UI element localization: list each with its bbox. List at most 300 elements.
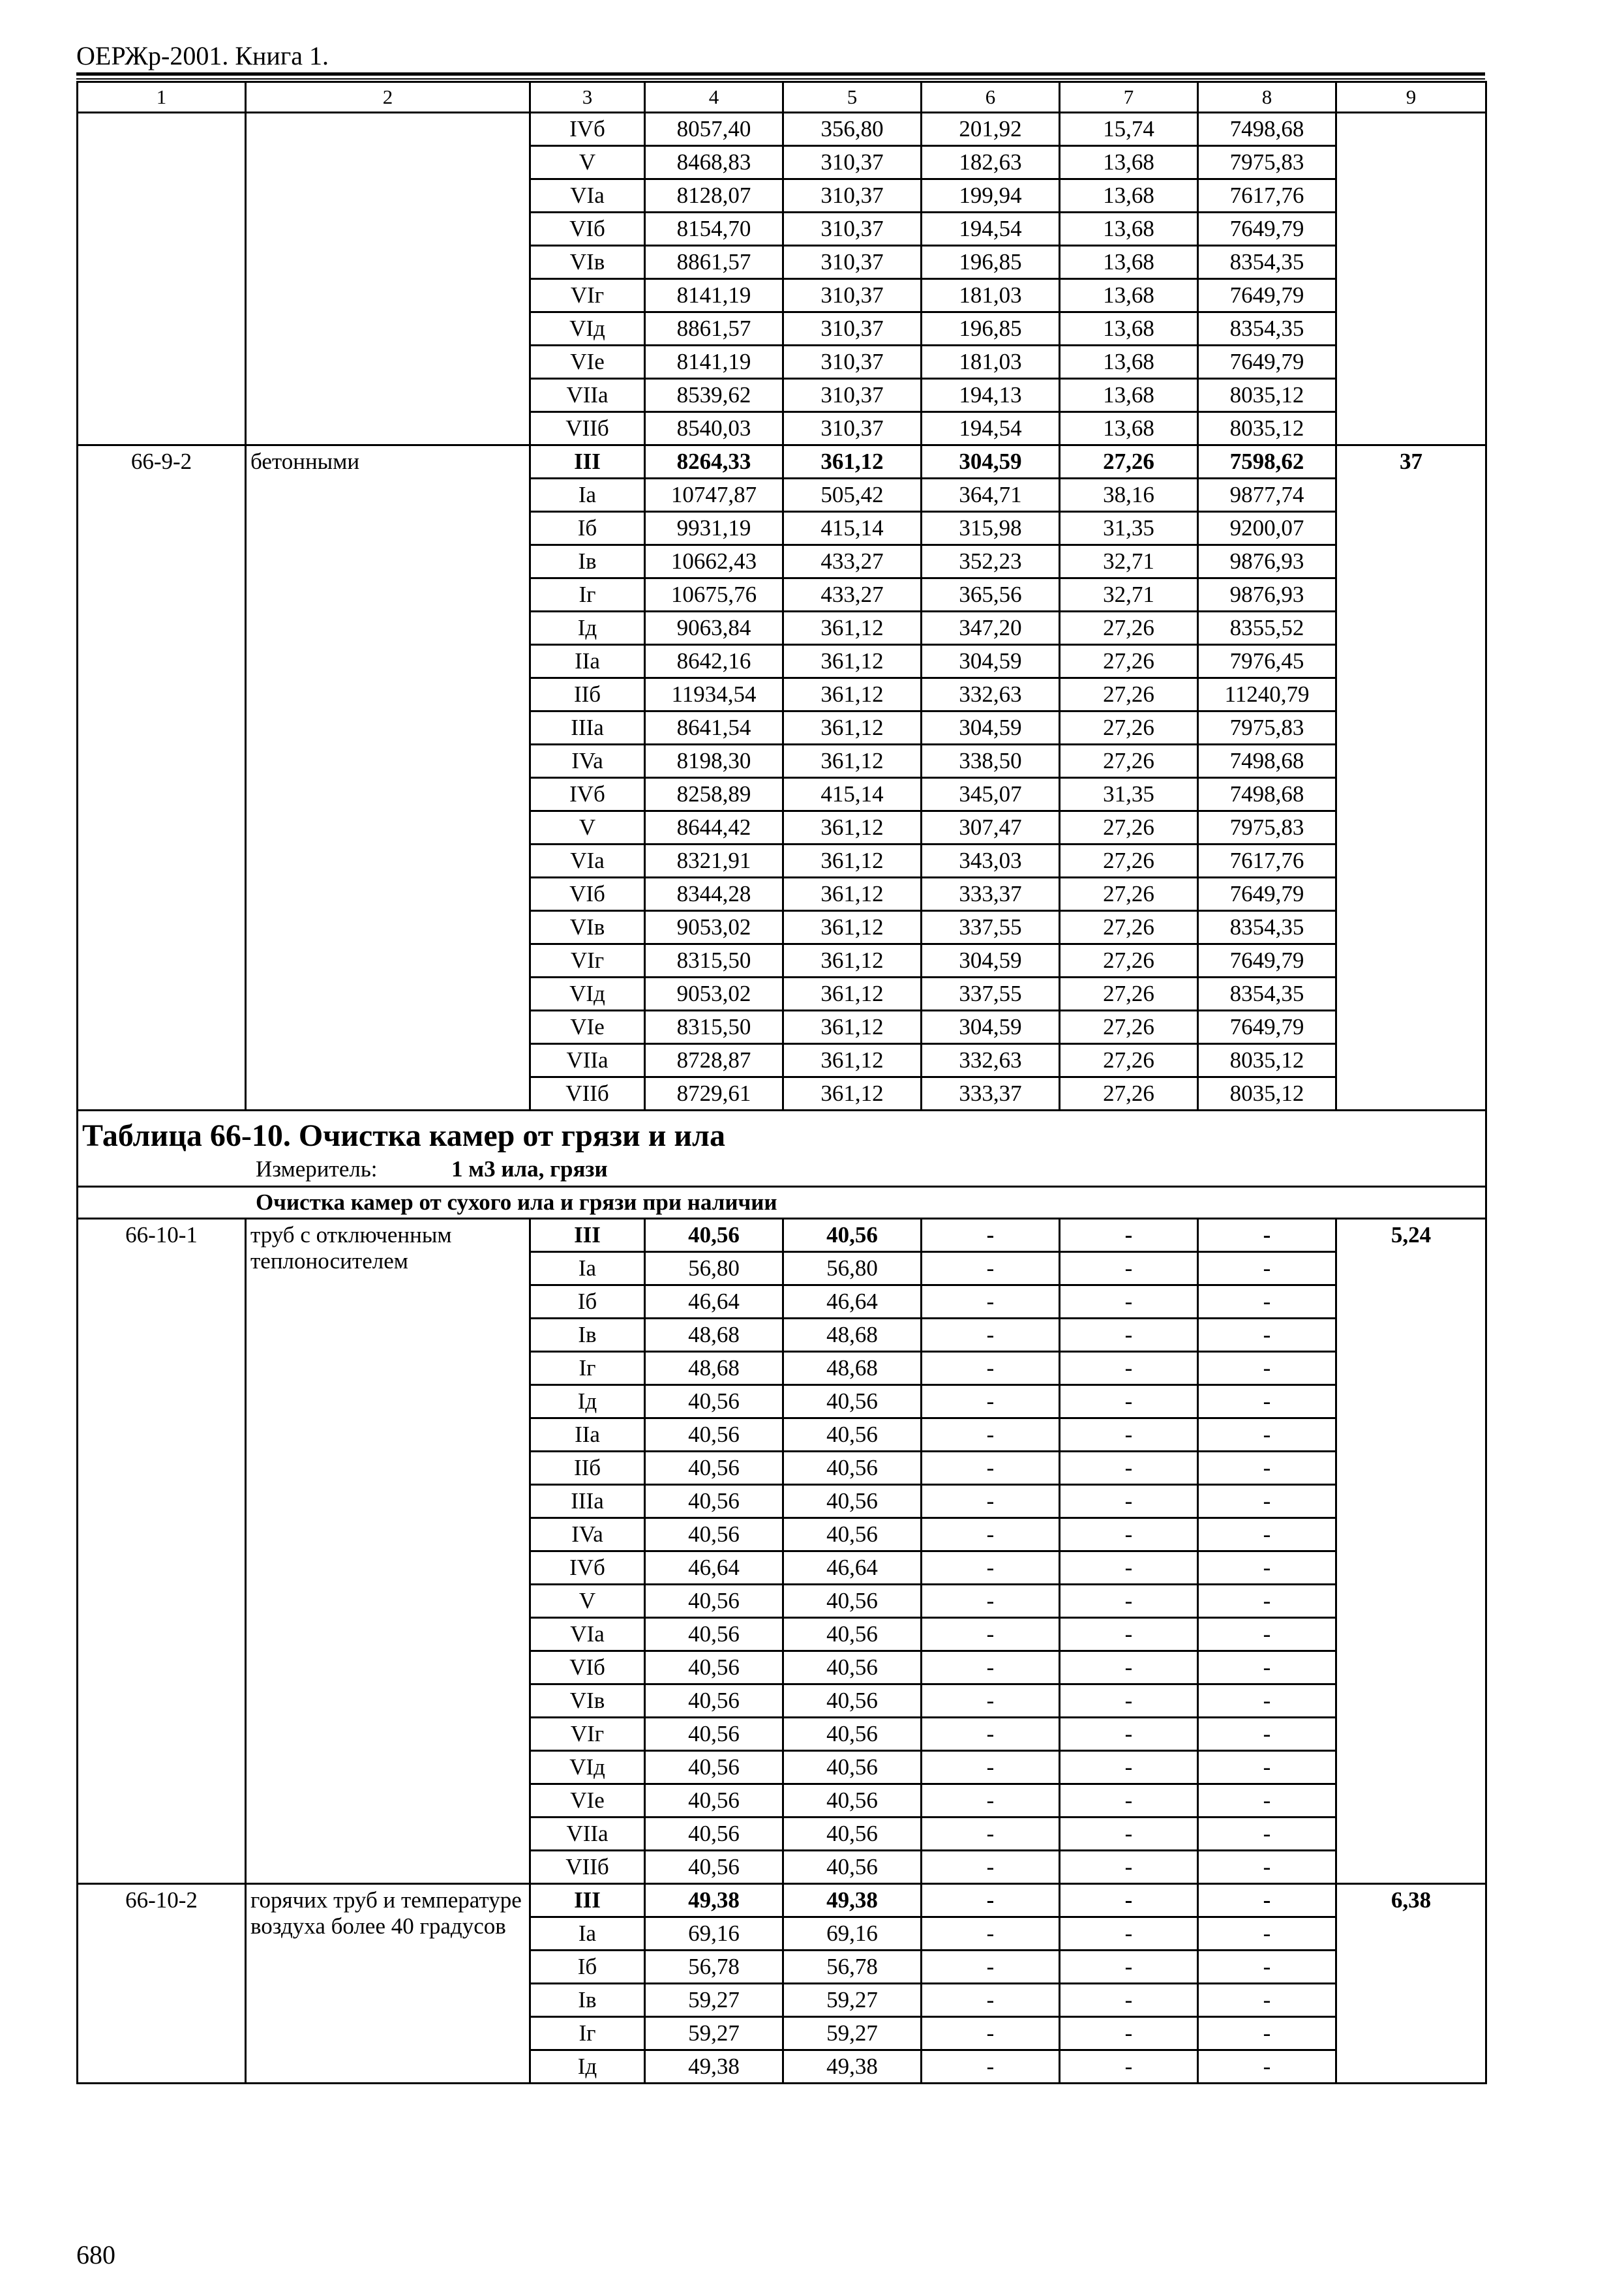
value-cell: 304,59 xyxy=(922,645,1060,678)
value-cell: - xyxy=(1060,1219,1198,1252)
zone-cell: Iг xyxy=(530,578,645,612)
section-subheader: Очистка камер от сухого ила и грязи при наличии xyxy=(78,1187,1486,1219)
value-cell: 310,37 xyxy=(783,379,922,412)
value-cell: 182,63 xyxy=(922,146,1060,179)
value-cell: 304,59 xyxy=(922,445,1060,479)
column-number: 3 xyxy=(530,82,645,113)
value-cell: 7649,79 xyxy=(1198,279,1336,312)
zone-cell: VIa xyxy=(530,179,645,213)
value-cell: 337,55 xyxy=(922,978,1060,1011)
value-cell: - xyxy=(1060,1418,1198,1452)
value-cell: - xyxy=(1198,1219,1336,1252)
value-cell: - xyxy=(1060,1684,1198,1718)
section-title: Таблица 66-10. Очистка камер от грязи и ила xyxy=(82,1118,725,1153)
value-cell: 7649,79 xyxy=(1198,346,1336,379)
value-cell: - xyxy=(922,1551,1060,1585)
value-cell: 10675,76 xyxy=(645,578,783,612)
zone-cell: VIIб xyxy=(530,1077,645,1111)
zone-cell: IVa xyxy=(530,1518,645,1551)
value-cell: 361,12 xyxy=(783,1044,922,1077)
value-cell: - xyxy=(1060,1784,1198,1818)
value-cell: - xyxy=(922,1452,1060,1485)
value-cell: 40,56 xyxy=(645,1784,783,1818)
subheader-row xyxy=(78,1187,1486,1219)
value-cell: - xyxy=(1198,1551,1336,1585)
zone-cell: VIд xyxy=(530,312,645,346)
value-cell: 194,54 xyxy=(922,412,1060,445)
zone-cell: Iд xyxy=(530,1385,645,1418)
continuation-norm-cell xyxy=(1336,113,1486,445)
zone-cell: III xyxy=(530,1219,645,1252)
value-cell: 8540,03 xyxy=(645,412,783,445)
value-cell: 40,56 xyxy=(783,1485,922,1518)
zone-cell: Ia xyxy=(530,479,645,512)
value-cell: 8315,50 xyxy=(645,1011,783,1044)
zone-cell: Iв xyxy=(530,545,645,578)
value-cell: - xyxy=(922,1518,1060,1551)
value-cell: 27,26 xyxy=(1060,878,1198,911)
value-cell: - xyxy=(1198,1984,1336,2017)
value-cell: 7976,45 xyxy=(1198,645,1336,678)
value-cell: - xyxy=(1198,1651,1336,1684)
value-cell: 310,37 xyxy=(783,412,922,445)
value-cell: 46,64 xyxy=(645,1285,783,1319)
value-cell: 361,12 xyxy=(783,978,922,1011)
value-cell: 307,47 xyxy=(922,811,1060,845)
value-cell: 361,12 xyxy=(783,811,922,845)
zone-cell: VIe xyxy=(530,1011,645,1044)
value-cell: 7649,79 xyxy=(1198,878,1336,911)
labor-norm: 6,38 xyxy=(1336,1884,1486,2084)
value-cell: - xyxy=(922,2050,1060,2084)
value-cell: - xyxy=(1060,1651,1198,1684)
value-cell: 7649,79 xyxy=(1198,213,1336,246)
value-cell: - xyxy=(1198,1585,1336,1618)
value-cell: - xyxy=(922,1585,1060,1618)
zone-cell: III xyxy=(530,445,645,479)
value-cell: 8035,12 xyxy=(1198,1044,1336,1077)
value-cell: - xyxy=(1198,1784,1336,1818)
value-cell: - xyxy=(1060,1585,1198,1618)
value-cell: 181,03 xyxy=(922,279,1060,312)
zone-cell: VIд xyxy=(530,1751,645,1784)
zone-cell: VIв xyxy=(530,1684,645,1718)
value-cell: 8644,42 xyxy=(645,811,783,845)
zone-cell: IIa xyxy=(530,1418,645,1452)
value-cell: - xyxy=(1060,1285,1198,1319)
zone-cell: Iб xyxy=(530,1285,645,1319)
page-number: 680 xyxy=(76,2240,115,2269)
value-cell: 69,16 xyxy=(645,1917,783,1951)
value-cell: 13,68 xyxy=(1060,179,1198,213)
zone-cell: Iг xyxy=(530,2017,645,2050)
value-cell: - xyxy=(922,1751,1060,1784)
value-cell: 415,14 xyxy=(783,512,922,545)
value-cell: - xyxy=(1198,1252,1336,1285)
value-cell: 361,12 xyxy=(783,645,922,678)
zone-cell: V xyxy=(530,1585,645,1618)
value-cell: - xyxy=(1060,1884,1198,1917)
value-cell: 13,68 xyxy=(1060,146,1198,179)
value-cell: - xyxy=(1198,1718,1336,1751)
value-cell: 8264,33 xyxy=(645,445,783,479)
value-cell: 8035,12 xyxy=(1198,1077,1336,1111)
value-cell: 27,26 xyxy=(1060,811,1198,845)
zone-cell: IIб xyxy=(530,678,645,711)
value-cell: 194,13 xyxy=(922,379,1060,412)
zone-cell: VIe xyxy=(530,1784,645,1818)
value-cell: - xyxy=(922,1917,1060,1951)
value-cell: 7617,76 xyxy=(1198,845,1336,878)
value-cell: 8354,35 xyxy=(1198,978,1336,1011)
page-header: ОЕРЖр-2001. Книга 1. xyxy=(76,41,329,70)
value-cell: 9877,74 xyxy=(1198,479,1336,512)
value-cell: - xyxy=(1198,1684,1336,1718)
value-cell: 333,37 xyxy=(922,878,1060,911)
value-cell: 310,37 xyxy=(783,179,922,213)
zone-cell: IIa xyxy=(530,645,645,678)
header-rule-thin xyxy=(76,78,1485,80)
value-cell: - xyxy=(1060,1452,1198,1485)
zone-cell: VIв xyxy=(530,911,645,944)
value-cell: 8468,83 xyxy=(645,146,783,179)
value-cell: 40,56 xyxy=(783,1518,922,1551)
table-row xyxy=(78,1219,1486,1252)
value-cell: 56,80 xyxy=(645,1252,783,1285)
value-cell: 8728,87 xyxy=(645,1044,783,1077)
value-cell: 8258,89 xyxy=(645,778,783,811)
value-cell: 69,16 xyxy=(783,1917,922,1951)
value-cell: 56,80 xyxy=(783,1252,922,1285)
zone-cell: IVб xyxy=(530,778,645,811)
value-cell: 8315,50 xyxy=(645,944,783,978)
value-cell: - xyxy=(1060,1352,1198,1385)
value-cell: 56,78 xyxy=(645,1951,783,1984)
value-cell: 343,03 xyxy=(922,845,1060,878)
value-cell: 361,12 xyxy=(783,678,922,711)
value-cell: 59,27 xyxy=(645,1984,783,2017)
value-cell: - xyxy=(922,1385,1060,1418)
value-cell: 361,12 xyxy=(783,845,922,878)
zone-cell: VIa xyxy=(530,1618,645,1651)
value-cell: 40,56 xyxy=(783,1585,922,1618)
value-cell: - xyxy=(1060,1485,1198,1518)
value-cell: 40,56 xyxy=(645,1452,783,1485)
value-cell: 13,68 xyxy=(1060,213,1198,246)
value-cell: 7598,62 xyxy=(1198,445,1336,479)
value-cell: 40,56 xyxy=(783,1751,922,1784)
zone-cell: VIIб xyxy=(530,412,645,445)
value-cell: 59,27 xyxy=(783,1984,922,2017)
value-cell: 304,59 xyxy=(922,944,1060,978)
value-cell: 32,71 xyxy=(1060,545,1198,578)
value-cell: 7649,79 xyxy=(1198,1011,1336,1044)
value-cell: - xyxy=(922,1418,1060,1452)
value-cell: 361,12 xyxy=(783,445,922,479)
column-number: 7 xyxy=(1060,82,1198,113)
value-cell: 27,26 xyxy=(1060,978,1198,1011)
zone-cell: VIг xyxy=(530,1718,645,1751)
value-cell: 49,38 xyxy=(645,1884,783,1917)
value-cell: 8539,62 xyxy=(645,379,783,412)
value-cell: - xyxy=(1198,1818,1336,1851)
value-cell: 9200,07 xyxy=(1198,512,1336,545)
value-cell: 27,26 xyxy=(1060,745,1198,778)
value-cell: - xyxy=(922,1818,1060,1851)
value-cell: - xyxy=(922,1684,1060,1718)
table-row xyxy=(78,1884,1486,1917)
value-cell: 7975,83 xyxy=(1198,146,1336,179)
zone-cell: VIг xyxy=(530,944,645,978)
value-cell: 332,63 xyxy=(922,678,1060,711)
column-number: 5 xyxy=(783,82,922,113)
value-cell: 8035,12 xyxy=(1198,379,1336,412)
meter-row xyxy=(82,1156,1481,1183)
zone-cell: VIa xyxy=(530,845,645,878)
rate-code: 66-9-2 xyxy=(78,445,246,1111)
value-cell: 8057,40 xyxy=(645,113,783,146)
value-cell: 361,12 xyxy=(783,612,922,645)
column-number: 8 xyxy=(1198,82,1336,113)
value-cell: 310,37 xyxy=(783,246,922,279)
value-cell: - xyxy=(922,1651,1060,1684)
value-cell: 40,56 xyxy=(645,1751,783,1784)
column-number: 9 xyxy=(1336,82,1486,113)
value-cell: 333,37 xyxy=(922,1077,1060,1111)
value-cell: 13,68 xyxy=(1060,246,1198,279)
value-cell: 356,80 xyxy=(783,113,922,146)
value-cell: 8154,70 xyxy=(645,213,783,246)
labor-norm: 5,24 xyxy=(1336,1219,1486,1884)
continuation-desc-cell xyxy=(246,113,530,445)
zone-cell: Iг xyxy=(530,1352,645,1385)
value-cell: - xyxy=(1198,1385,1336,1418)
value-cell: 8355,52 xyxy=(1198,612,1336,645)
value-cell: 13,68 xyxy=(1060,312,1198,346)
value-cell: - xyxy=(1060,1851,1198,1884)
value-cell: 40,56 xyxy=(783,1718,922,1751)
zone-cell: IIIa xyxy=(530,1485,645,1518)
value-cell: - xyxy=(922,1884,1060,1917)
value-cell: 27,26 xyxy=(1060,612,1198,645)
value-cell: 27,26 xyxy=(1060,1077,1198,1111)
value-cell: 201,92 xyxy=(922,113,1060,146)
value-cell: - xyxy=(1198,1285,1336,1319)
value-cell: 48,68 xyxy=(783,1319,922,1352)
zone-cell: IVб xyxy=(530,113,645,146)
value-cell: - xyxy=(1198,1751,1336,1784)
value-cell: 8354,35 xyxy=(1198,246,1336,279)
value-cell: 361,12 xyxy=(783,1011,922,1044)
value-cell: - xyxy=(922,1618,1060,1651)
value-cell: 49,38 xyxy=(783,2050,922,2084)
value-cell: 332,63 xyxy=(922,1044,1060,1077)
value-cell: - xyxy=(1060,1618,1198,1651)
value-cell: 56,78 xyxy=(783,1951,922,1984)
value-cell: 48,68 xyxy=(645,1319,783,1352)
value-cell: - xyxy=(1060,1984,1198,2017)
value-cell: - xyxy=(1198,1485,1336,1518)
value-cell: 361,12 xyxy=(783,878,922,911)
section-title-row xyxy=(78,1111,1486,1187)
value-cell: - xyxy=(1198,1352,1336,1385)
value-cell: 433,27 xyxy=(783,578,922,612)
column-number: 1 xyxy=(78,82,246,113)
zone-cell: VIe xyxy=(530,346,645,379)
value-cell: - xyxy=(1198,1884,1336,1917)
value-cell: 352,23 xyxy=(922,545,1060,578)
value-cell: - xyxy=(922,1984,1060,2017)
value-cell: - xyxy=(1198,1319,1336,1352)
zone-cell: V xyxy=(530,146,645,179)
value-cell: - xyxy=(1198,1452,1336,1485)
value-cell: 9053,02 xyxy=(645,978,783,1011)
value-cell: 361,12 xyxy=(783,944,922,978)
value-cell: 49,38 xyxy=(645,2050,783,2084)
value-cell: 40,56 xyxy=(645,1818,783,1851)
zone-cell: Iв xyxy=(530,1319,645,1352)
value-cell: 59,27 xyxy=(783,2017,922,2050)
value-cell: 304,59 xyxy=(922,711,1060,745)
value-cell: 8128,07 xyxy=(645,179,783,213)
value-cell: 40,56 xyxy=(783,1452,922,1485)
value-cell: 361,12 xyxy=(783,911,922,944)
value-cell: 8861,57 xyxy=(645,246,783,279)
value-cell: - xyxy=(922,1252,1060,1285)
value-cell: 27,26 xyxy=(1060,645,1198,678)
value-cell: 365,56 xyxy=(922,578,1060,612)
value-cell: 40,56 xyxy=(645,1585,783,1618)
value-cell: 40,56 xyxy=(783,1418,922,1452)
value-cell: - xyxy=(1060,2050,1198,2084)
header-rule xyxy=(76,72,1485,76)
value-cell: - xyxy=(1198,1418,1336,1452)
rate-description: труб с отключенным теплоносителем xyxy=(246,1219,530,1884)
table-row xyxy=(78,445,1486,479)
value-cell: 7498,68 xyxy=(1198,745,1336,778)
rates-table xyxy=(76,81,1487,2084)
value-cell: - xyxy=(922,1319,1060,1352)
value-cell: - xyxy=(922,1352,1060,1385)
value-cell: 13,68 xyxy=(1060,279,1198,312)
value-cell: - xyxy=(922,2017,1060,2050)
rate-description: бетонными xyxy=(246,445,530,1111)
value-cell: 345,07 xyxy=(922,778,1060,811)
value-cell: 40,56 xyxy=(783,1684,922,1718)
table-row xyxy=(78,113,1486,146)
column-number: 6 xyxy=(922,82,1060,113)
value-cell: 46,64 xyxy=(645,1551,783,1585)
zone-cell: Iб xyxy=(530,1951,645,1984)
zone-cell: VIб xyxy=(530,213,645,246)
value-cell: 11240,79 xyxy=(1198,678,1336,711)
value-cell: 27,26 xyxy=(1060,678,1198,711)
value-cell: 27,26 xyxy=(1060,845,1198,878)
value-cell: - xyxy=(1060,1917,1198,1951)
value-cell: 11934,54 xyxy=(645,678,783,711)
value-cell: 27,26 xyxy=(1060,1011,1198,1044)
value-cell: 31,35 xyxy=(1060,778,1198,811)
zone-cell: VIIб xyxy=(530,1851,645,1884)
value-cell: - xyxy=(922,1219,1060,1252)
value-cell: 310,37 xyxy=(783,146,922,179)
zone-cell: VIб xyxy=(530,878,645,911)
value-cell: 9063,84 xyxy=(645,612,783,645)
value-cell: - xyxy=(1198,1618,1336,1651)
value-cell: 337,55 xyxy=(922,911,1060,944)
value-cell: 40,56 xyxy=(645,1651,783,1684)
value-cell: 40,56 xyxy=(783,1618,922,1651)
value-cell: 10747,87 xyxy=(645,479,783,512)
value-cell: 9876,93 xyxy=(1198,545,1336,578)
zone-cell: III xyxy=(530,1884,645,1917)
zone-cell: VIIa xyxy=(530,1044,645,1077)
zone-cell: Iд xyxy=(530,2050,645,2084)
section-title-cell xyxy=(78,1111,1486,1187)
value-cell: - xyxy=(1198,1518,1336,1551)
column-number: 2 xyxy=(246,82,530,113)
value-cell: 196,85 xyxy=(922,312,1060,346)
value-cell: - xyxy=(922,1718,1060,1751)
zone-cell: IIб xyxy=(530,1452,645,1485)
value-cell: - xyxy=(1198,2050,1336,2084)
value-cell: 361,12 xyxy=(783,1077,922,1111)
continuation-code-cell xyxy=(78,113,246,445)
value-cell: 13,68 xyxy=(1060,346,1198,379)
value-cell: 9053,02 xyxy=(645,911,783,944)
value-cell: 40,56 xyxy=(783,1851,922,1884)
value-cell: 361,12 xyxy=(783,711,922,745)
value-cell: - xyxy=(1060,1751,1198,1784)
value-cell: 13,68 xyxy=(1060,379,1198,412)
value-cell: 310,37 xyxy=(783,213,922,246)
value-cell: 40,56 xyxy=(783,1784,922,1818)
value-cell: - xyxy=(922,1285,1060,1319)
value-cell: - xyxy=(1060,1951,1198,1984)
value-cell: 347,20 xyxy=(922,612,1060,645)
value-cell: 364,71 xyxy=(922,479,1060,512)
zone-cell: IVб xyxy=(530,1551,645,1585)
value-cell: 46,64 xyxy=(783,1551,922,1585)
column-number: 4 xyxy=(645,82,783,113)
value-cell: 48,68 xyxy=(783,1352,922,1385)
value-cell: - xyxy=(1060,2017,1198,2050)
value-cell: 31,35 xyxy=(1060,512,1198,545)
value-cell: 40,56 xyxy=(645,1518,783,1551)
rate-code: 66-10-2 xyxy=(78,1884,246,2084)
value-cell: 310,37 xyxy=(783,312,922,346)
value-cell: 27,26 xyxy=(1060,711,1198,745)
value-cell: 7617,76 xyxy=(1198,179,1336,213)
zone-cell: Ia xyxy=(530,1252,645,1285)
value-cell: - xyxy=(1198,1951,1336,1984)
value-cell: 7975,83 xyxy=(1198,811,1336,845)
rate-code: 66-10-1 xyxy=(78,1219,246,1884)
value-cell: 46,64 xyxy=(783,1285,922,1319)
value-cell: 10662,43 xyxy=(645,545,783,578)
value-cell: - xyxy=(1198,1917,1336,1951)
value-cell: 8321,91 xyxy=(645,845,783,878)
value-cell: 505,42 xyxy=(783,479,922,512)
value-cell: - xyxy=(1198,1851,1336,1884)
value-cell: 40,56 xyxy=(783,1651,922,1684)
value-cell: 7649,79 xyxy=(1198,944,1336,978)
value-cell: 8141,19 xyxy=(645,279,783,312)
value-cell: - xyxy=(922,1851,1060,1884)
value-cell: 40,56 xyxy=(645,1684,783,1718)
value-cell: 338,50 xyxy=(922,745,1060,778)
zone-cell: Iб xyxy=(530,512,645,545)
